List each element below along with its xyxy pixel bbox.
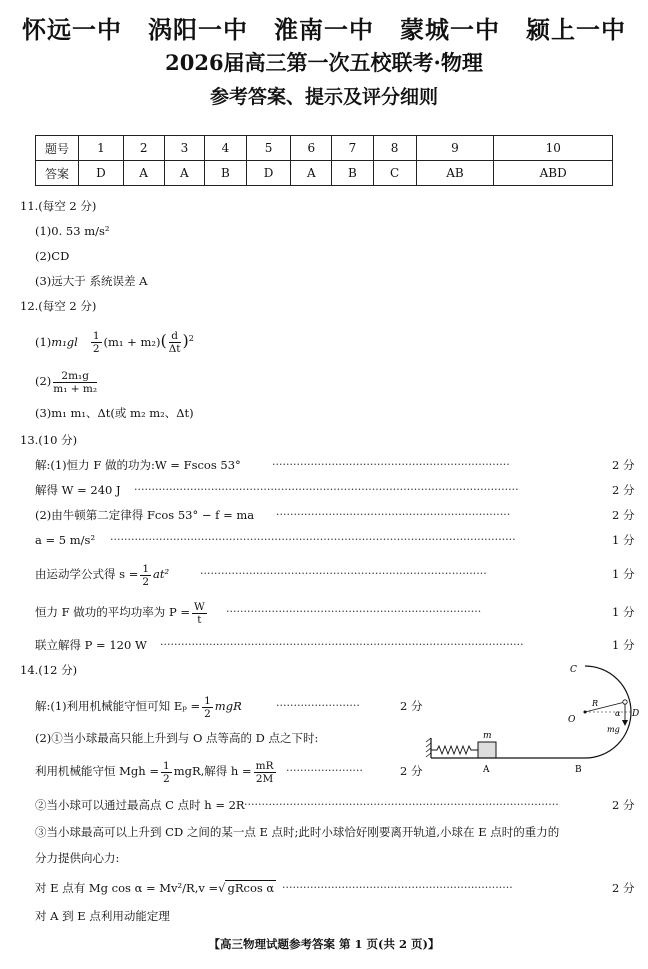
table-cell: 答案: [36, 161, 79, 186]
arrow-head: [622, 720, 628, 726]
dot-leader: ····································································: [272, 458, 510, 471]
score-points: 1 分: [612, 605, 635, 619]
fraction: [192, 601, 207, 626]
table-cell: 1: [79, 136, 124, 161]
q13-line-7: 联立解得 P = 120 W: [35, 638, 147, 652]
label-O: O: [568, 715, 576, 725]
numerator: 1: [142, 562, 150, 575]
table-cell: 8: [373, 136, 416, 161]
denominator: 2: [204, 707, 211, 720]
numerator: 1: [163, 759, 170, 772]
q14-figure: [425, 660, 640, 778]
dot-leader: ························: [276, 699, 360, 712]
page-footer: 【高三物理试题参考答案 第 1 页(共 2 页)】: [208, 937, 440, 951]
q14-line-3-text: 利用机械能守恒 Mgh =: [35, 764, 159, 778]
q14-line-7: 对 E 点有 Mg cos α = Mv²/R,v =√ gRcos α: [35, 881, 275, 895]
q13-heading: 13.(10 分): [20, 433, 78, 447]
label-A: A: [483, 765, 490, 775]
table-cell: 5: [246, 136, 291, 161]
table-row-numbers: [36, 136, 613, 161]
label-alpha: α: [615, 709, 621, 718]
q14-line-3: [35, 757, 278, 785]
denominator: 2M: [255, 772, 274, 785]
q13-line-5: [35, 560, 169, 588]
q13-line-1: 解:(1)恒力 F 做的功为:W = Fscos 53°: [35, 458, 241, 472]
numerator: 1: [204, 694, 211, 707]
page-subtitle: 参考答案、提示及评分细则: [209, 86, 438, 108]
fraction: [91, 330, 102, 355]
q12-answer-1: (1)m₁gl $\frac{1}{2}$ (m₁ + m₂)( $\frac{d}{\Delta t}$ )$^2$: [35, 330, 194, 356]
label-C: C: [570, 665, 577, 675]
school-name: 怀远一中: [22, 16, 122, 44]
score-points: 1 分: [612, 533, 635, 547]
dot-leader: ··································································: [282, 881, 513, 894]
score-points: 2 分: [612, 881, 635, 895]
denominator: m₁ + m₂: [53, 382, 98, 395]
table-cell: 3: [164, 136, 205, 161]
q13-line-5-text: 由运动学公式得 s =: [35, 567, 139, 581]
q13-line-4: a = 5 m/s²: [35, 533, 96, 547]
q14-line-1: [35, 692, 242, 720]
label-B: B: [575, 765, 582, 775]
score-points: 2 分: [400, 764, 423, 778]
q14-line-8: 对 A 到 E 点利用动能定理: [35, 909, 170, 923]
table-cell: B: [205, 161, 246, 186]
school-names: [0, 10, 648, 45]
score-points: 2 分: [612, 458, 635, 472]
dot-leader: ····················································································································: [110, 533, 516, 546]
q12-answer-3: (3)m₁ m₁、Δt(或 m₂ m₂、Δt): [35, 406, 194, 420]
block-m: [478, 742, 496, 758]
q14-line-3-mid: mgR,解得 h =: [173, 764, 252, 778]
table-cell: ABD: [494, 161, 613, 186]
ball-e: [623, 700, 627, 704]
dot-leader: ··················································································: [200, 567, 487, 580]
table-cell: B: [332, 161, 373, 186]
table-cell: A: [164, 161, 205, 186]
dot-leader: ···································································: [276, 508, 511, 521]
q12-a1-mass: (m₁ + m₂): [103, 334, 161, 349]
q12-heading: 12.(每空 2 分): [20, 299, 97, 313]
q12-a2-prefix: (2): [35, 374, 52, 388]
denominator: 2: [142, 575, 150, 588]
table-cell: 7: [332, 136, 373, 161]
score-points: 1 分: [612, 638, 635, 652]
q13-line-2: 解得 W = 240 J: [35, 483, 121, 497]
q12-answer-2: [35, 367, 99, 395]
numerator: W: [193, 600, 205, 613]
table-cell: 6: [291, 136, 332, 161]
fraction: [169, 330, 181, 355]
table-cell: C: [373, 161, 416, 186]
table-cell: 题号: [36, 136, 79, 161]
table-cell: 4: [205, 136, 246, 161]
circular-track: [585, 666, 631, 758]
table-row-answers: [36, 161, 613, 186]
dot-leader: ··························································································: [244, 798, 559, 811]
q11-answer-2: (2)CD: [35, 249, 70, 263]
fraction: [161, 760, 172, 785]
table-cell: A: [291, 161, 332, 186]
label-mg: mg: [607, 725, 620, 734]
q12-a1-expr: m₁gl: [51, 334, 78, 349]
school-name: 涡阳一中: [148, 16, 248, 44]
fraction: [53, 370, 97, 395]
numerator: mR: [255, 759, 274, 772]
label-D: D: [632, 709, 640, 719]
q11-answer-3: (3)远大于 系统误差 A: [35, 274, 148, 288]
q14-heading: 14.(12 分): [20, 663, 78, 677]
q14-line-5: ③当小球最高可以上升到 CD 之间的某一点 E 点时;此时小球恰好刚要离开轨道,小球在 E 点时的重力的: [35, 825, 560, 839]
school-name: 淮南一中: [274, 16, 374, 44]
q13-line-6-text: 恒力 F 做功的平均功率为 P =: [35, 605, 190, 619]
q11-heading: 11.(每空 2 分): [20, 199, 97, 213]
table-cell: 10: [494, 136, 613, 161]
score-points: 1 分: [612, 567, 635, 581]
denominator: t: [197, 613, 202, 626]
numerator: d: [169, 330, 181, 343]
score-points: 2 分: [612, 508, 635, 522]
q14-line-1-text: 解:(1)利用机械能守恒可知 Eₚ =: [35, 699, 201, 713]
wall-hatching: [426, 738, 431, 757]
school-name: 颍上一中: [526, 16, 626, 44]
q14-line-4: ②当小球可以通过最高点 C 点时 h = 2R: [35, 798, 245, 812]
school-name: 蒙城一中: [400, 16, 500, 44]
table-cell: AB: [416, 161, 494, 186]
q14-line-2: (2)①当小球最高只能上升到与 O 点等高的 D 点之下时:: [35, 731, 319, 745]
q14-line-6: 分力提供向心力:: [35, 851, 120, 865]
score-points: 2 分: [612, 798, 635, 812]
q11-answer-1: (1)0. 53 m/s²: [35, 224, 110, 238]
q13-line-5-tail: at²: [153, 567, 170, 581]
table-cell: 9: [416, 136, 494, 161]
score-points: 2 分: [612, 483, 635, 497]
numerator: 1: [92, 330, 100, 343]
table-cell: D: [79, 161, 124, 186]
fraction: [202, 695, 213, 720]
table-cell: 2: [123, 136, 164, 161]
dot-leader: ·········································································: [226, 605, 482, 618]
sqrt-expression: gRcos α: [227, 881, 275, 895]
fraction: [140, 563, 151, 588]
score-points: 2 分: [400, 699, 423, 713]
fraction: [254, 760, 276, 785]
numerator: 2m₁g: [53, 370, 97, 383]
denominator: Δt: [168, 343, 181, 356]
q14-line-7-text: 对 E 点有 Mg cos α = Mv²/R,v =: [35, 881, 219, 895]
label-R: R: [592, 699, 599, 708]
denominator: 2: [92, 343, 100, 356]
answer-table: [35, 135, 613, 186]
denominator: 2: [163, 772, 170, 785]
q12-a1-prefix: (1): [35, 334, 52, 349]
table-cell: D: [246, 161, 291, 186]
q13-line-3: (2)由牛顿第二定律得 Fcos 53° − f = ma: [35, 508, 255, 522]
table-cell: A: [123, 161, 164, 186]
spring: [431, 746, 478, 754]
dot-leader: ··············································································································: [134, 483, 519, 496]
q13-line-6: [35, 598, 209, 626]
exam-title: 2026届高三第一次五校联考·物理: [165, 50, 483, 75]
dot-leader: ······················: [286, 764, 363, 777]
label-m: m: [483, 731, 492, 741]
q14-line-1-tail: mgR: [214, 699, 242, 713]
dot-leader: ········································································································: [160, 638, 524, 651]
